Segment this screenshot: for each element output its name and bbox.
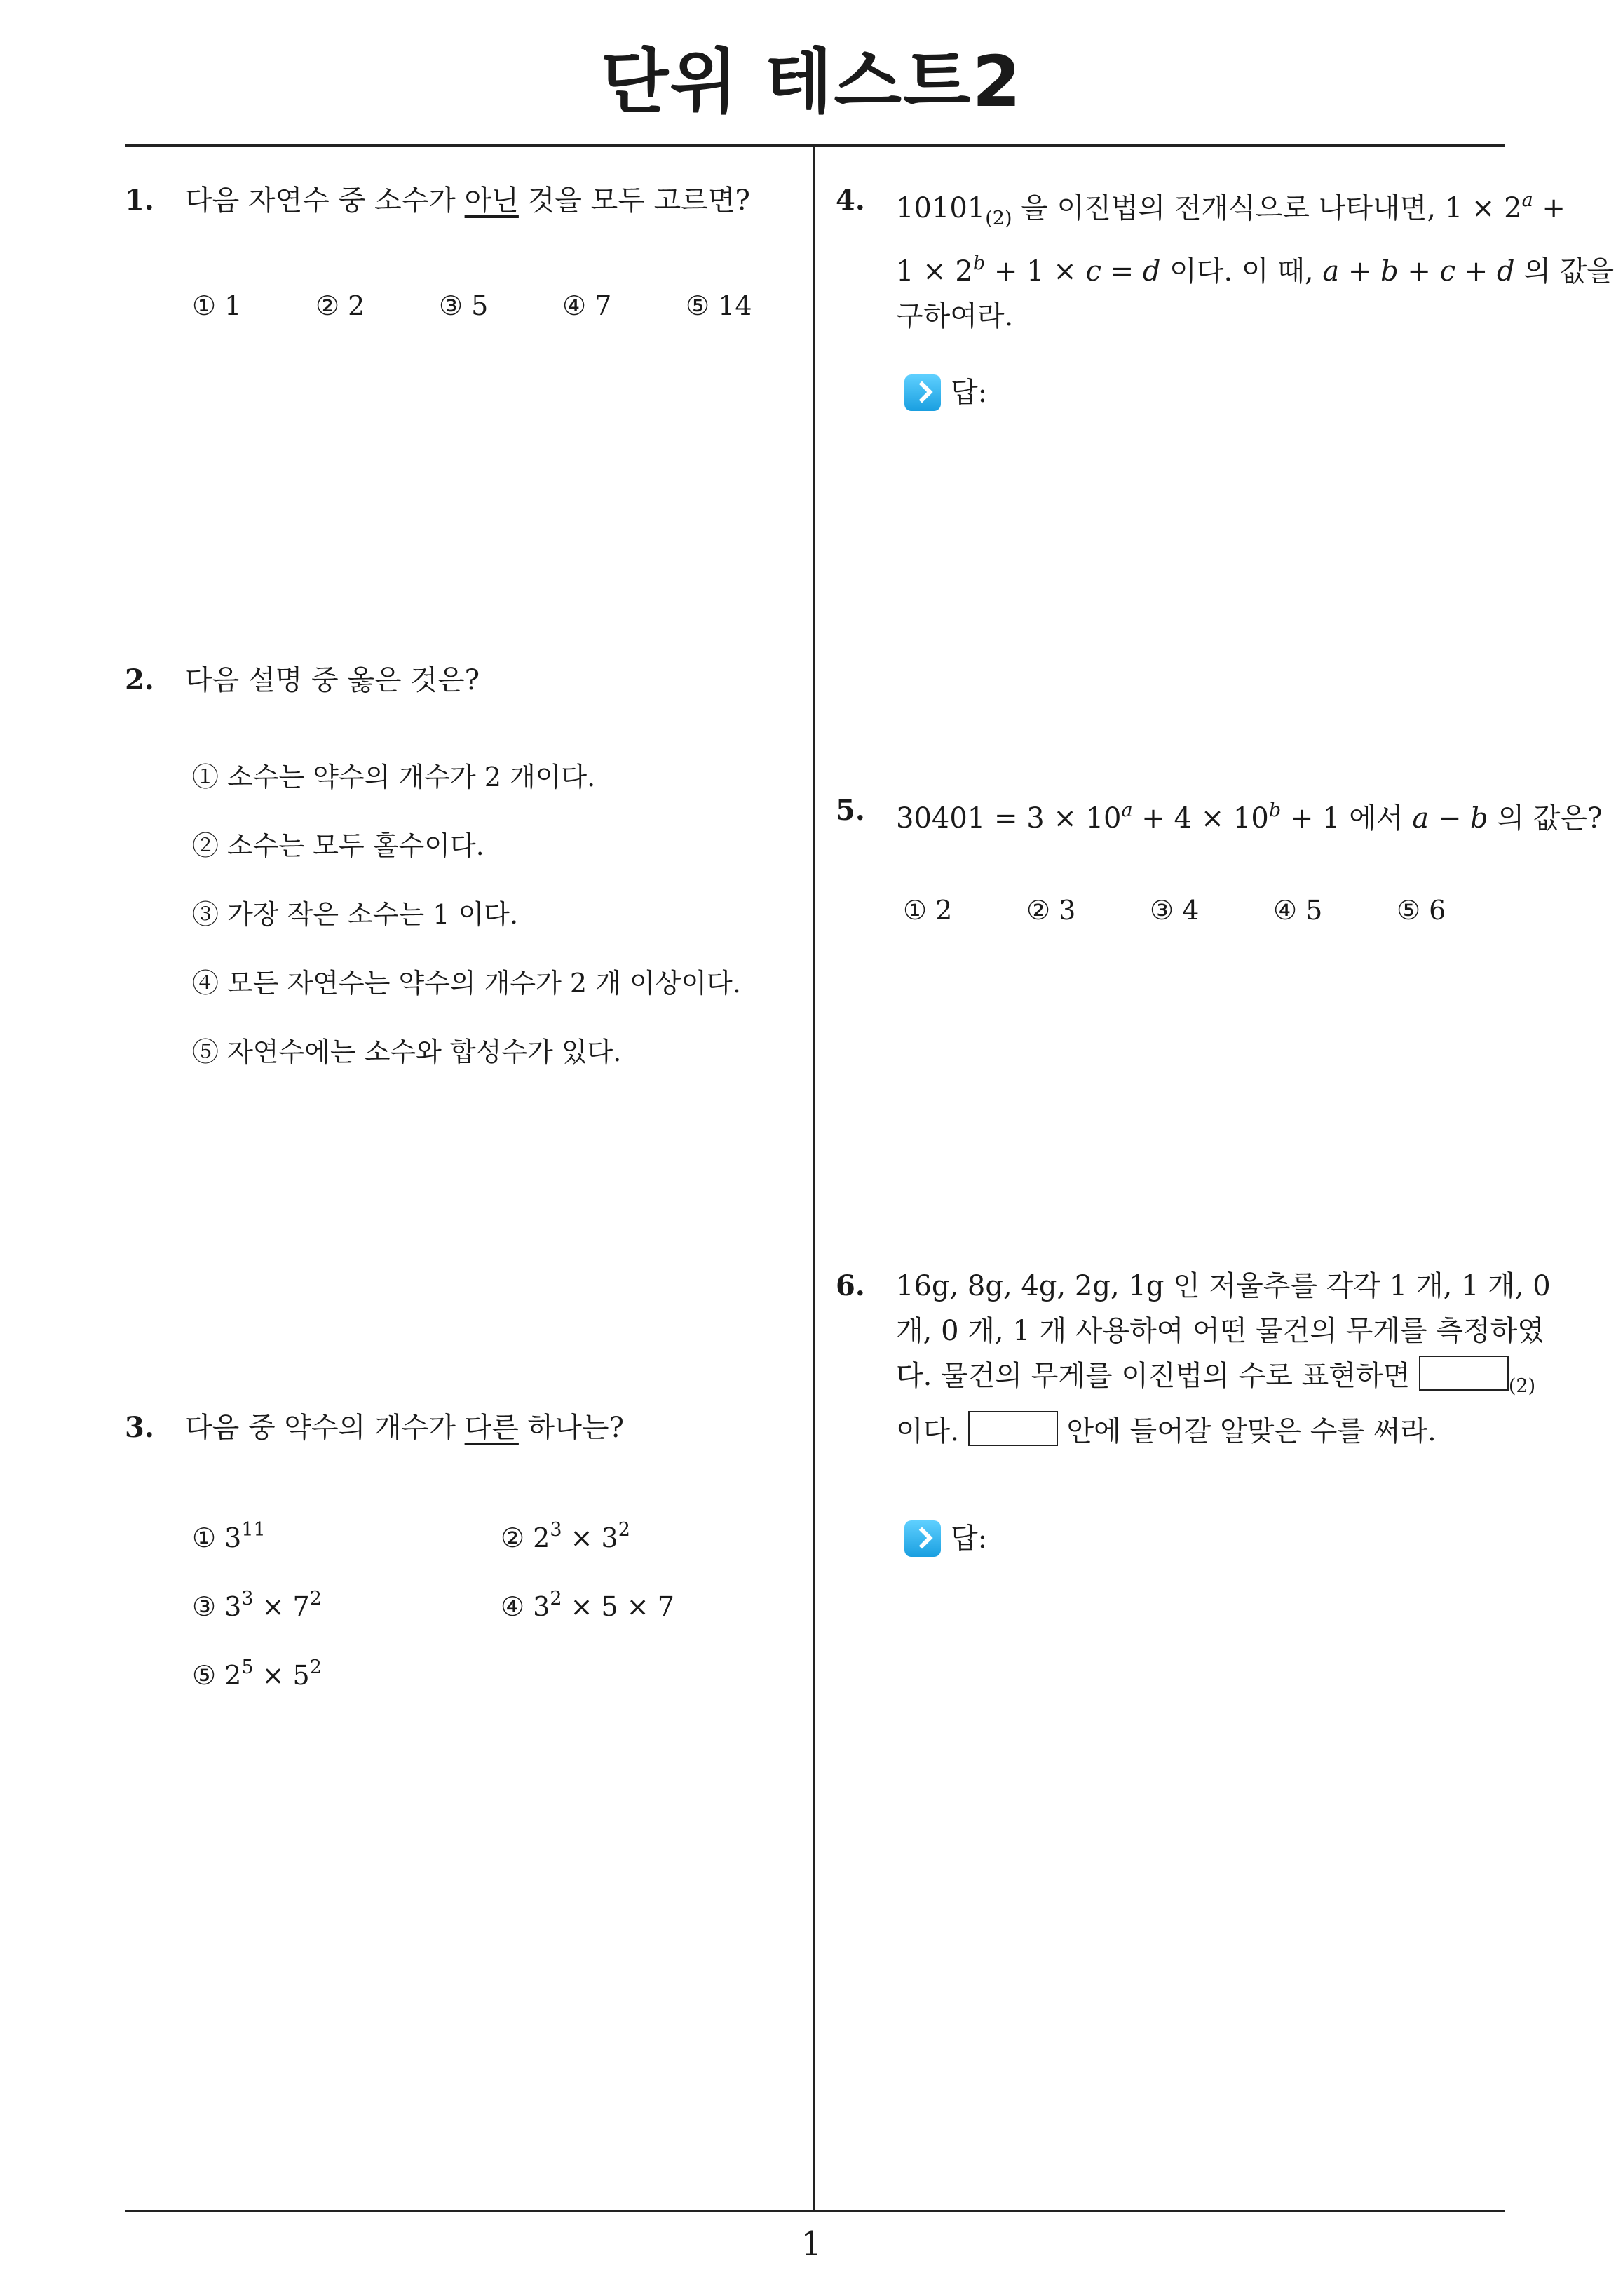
exponent: 5 (241, 1656, 254, 1678)
exponent: 2 (618, 1519, 630, 1541)
question-number: 4. (836, 184, 865, 217)
option[interactable]: ⑤ 6 (1397, 895, 1446, 926)
question-2 (125, 658, 798, 703)
exponent: b (1268, 799, 1282, 821)
option[interactable] (501, 1579, 674, 1626)
option[interactable] (192, 1511, 266, 1558)
text: 을 이진법의 전개식으로 나타내면, 1 × 2 (1012, 192, 1522, 224)
question-line (896, 178, 1614, 241)
question-text (896, 788, 1602, 841)
exponent: 2 (309, 1588, 322, 1609)
base-subscript: (2) (985, 208, 1012, 229)
base-subscript: (2) (1508, 1375, 1536, 1397)
expression: a + b + c + d (1322, 255, 1515, 288)
answer-label: 답: (951, 377, 988, 409)
option[interactable]: ② 2 (315, 290, 365, 321)
exponent: 2 (309, 1656, 322, 1678)
text: 1 × 2 (896, 255, 973, 288)
text: 10101 (896, 192, 986, 224)
question-line: 16g, 8g, 4g, 2g, 1g 인 저울추를 각각 1 개, 1 개, 0 (896, 1270, 1551, 1302)
option[interactable]: ③ 4 (1150, 895, 1200, 926)
exponent: 2 (550, 1588, 562, 1609)
question-text-part: 다음 자연수 중 소수가 (185, 184, 465, 217)
option[interactable]: ② 3 (1026, 895, 1076, 926)
question-text-part: 것을 모두 고르면? (518, 184, 750, 217)
option[interactable]: ⑤ 자연수에는 소수와 합성수가 있다. (192, 1036, 622, 1067)
option[interactable]: ③ 가장 작은 소수는 1 이다. (192, 899, 519, 930)
text: 의 값을 (1514, 255, 1614, 288)
text: 의 값은? (1488, 802, 1603, 835)
question-3 (125, 1405, 798, 1450)
expression: a − b (1412, 802, 1488, 835)
option[interactable] (501, 1511, 630, 1558)
question-1 (125, 178, 798, 223)
text: + 1 × (985, 255, 1086, 288)
question-text-part: 하나는? (518, 1412, 624, 1444)
page-title: 단위 테스트2 (600, 41, 1023, 123)
option[interactable]: ④ 5 (1273, 895, 1323, 926)
option-text: × 3 (562, 1522, 618, 1553)
option-text: ① 3 (192, 1522, 242, 1553)
variable: d (1142, 255, 1161, 288)
exponent: 3 (550, 1519, 562, 1541)
text: + (1533, 192, 1566, 224)
answer-field[interactable] (904, 373, 987, 412)
question-4 (836, 178, 1614, 332)
blank-box[interactable] (968, 1411, 1058, 1446)
option[interactable]: ② 소수는 모두 홀수이다. (192, 830, 484, 861)
text: 안에 들어갈 알맞은 수를 써라. (1066, 1415, 1437, 1447)
question-text-part: 다음 중 약수의 개수가 (185, 1412, 465, 1444)
option[interactable] (192, 1648, 322, 1695)
option-text: ⑤ 2 (192, 1660, 242, 1691)
text: 다. 물건의 무게를 이진법의 수로 표현하면 (896, 1360, 1411, 1392)
question-number: 1. (125, 184, 154, 217)
text: 이다. 이 때, (1160, 255, 1323, 288)
option[interactable]: ③ 5 (439, 290, 489, 321)
option[interactable] (192, 1579, 322, 1626)
underlined-word: 다른 (464, 1412, 519, 1444)
option-text: ④ 3 (501, 1591, 550, 1622)
question-text (896, 178, 1614, 339)
text: 이다. (896, 1415, 959, 1447)
option[interactable]: ① 2 (903, 895, 953, 926)
chevron-right-icon (904, 374, 941, 411)
option-text: × 5 (253, 1660, 310, 1691)
column-divider (813, 146, 815, 2210)
exponent: a (1521, 189, 1533, 211)
variable: c (1085, 255, 1101, 288)
underlined-word: 아닌 (464, 184, 519, 217)
question-number: 5. (836, 794, 865, 827)
question-text (896, 1264, 1551, 1454)
chevron-right-icon (904, 1520, 941, 1557)
blank-box[interactable] (1419, 1356, 1509, 1391)
answer-label: 답: (951, 1522, 988, 1555)
option-text: ② 2 (501, 1522, 550, 1553)
question-6 (836, 1264, 1551, 1453)
question-line: 구하여라. (896, 300, 1014, 332)
question-text: 다음 설명 중 옳은 것은? (185, 664, 480, 696)
answer-field[interactable] (904, 1519, 987, 1558)
footer-rule (125, 2210, 1505, 2212)
option[interactable]: ⑤ 14 (686, 290, 752, 321)
question-number: 3. (125, 1411, 154, 1444)
text: + 1 에서 (1281, 802, 1413, 835)
exponent: b (972, 252, 986, 274)
text: 30401 = 3 × 10 (896, 802, 1122, 835)
option-text: × 7 (253, 1591, 310, 1622)
question-line (896, 1353, 1551, 1409)
question-5 (836, 788, 1603, 835)
text: = (1101, 255, 1143, 288)
exponent: 11 (241, 1519, 266, 1541)
option[interactable]: ① 1 (192, 290, 242, 321)
question-line (896, 1409, 1551, 1454)
question-line (896, 241, 1614, 294)
page-number: 1 (801, 2224, 822, 2264)
question-line: 개, 0 개, 1 개 사용하여 어떤 물건의 무게를 측정하였 (896, 1315, 1544, 1347)
exponent: 3 (241, 1588, 254, 1609)
option[interactable]: ① 소수는 약수의 개수가 2 개이다. (192, 762, 596, 792)
option[interactable]: ④ 모든 자연수는 약수의 개수가 2 개 이상이다. (192, 968, 741, 999)
option[interactable]: ④ 7 (562, 290, 612, 321)
question-number: 2. (125, 663, 154, 696)
option-text: × 5 × 7 (562, 1591, 674, 1622)
question-number: 6. (836, 1269, 865, 1302)
option-text: ③ 3 (192, 1591, 242, 1622)
question-text (185, 1405, 624, 1450)
text: + 4 × 10 (1132, 802, 1269, 835)
exponent: a (1121, 799, 1133, 821)
question-text (185, 178, 750, 223)
